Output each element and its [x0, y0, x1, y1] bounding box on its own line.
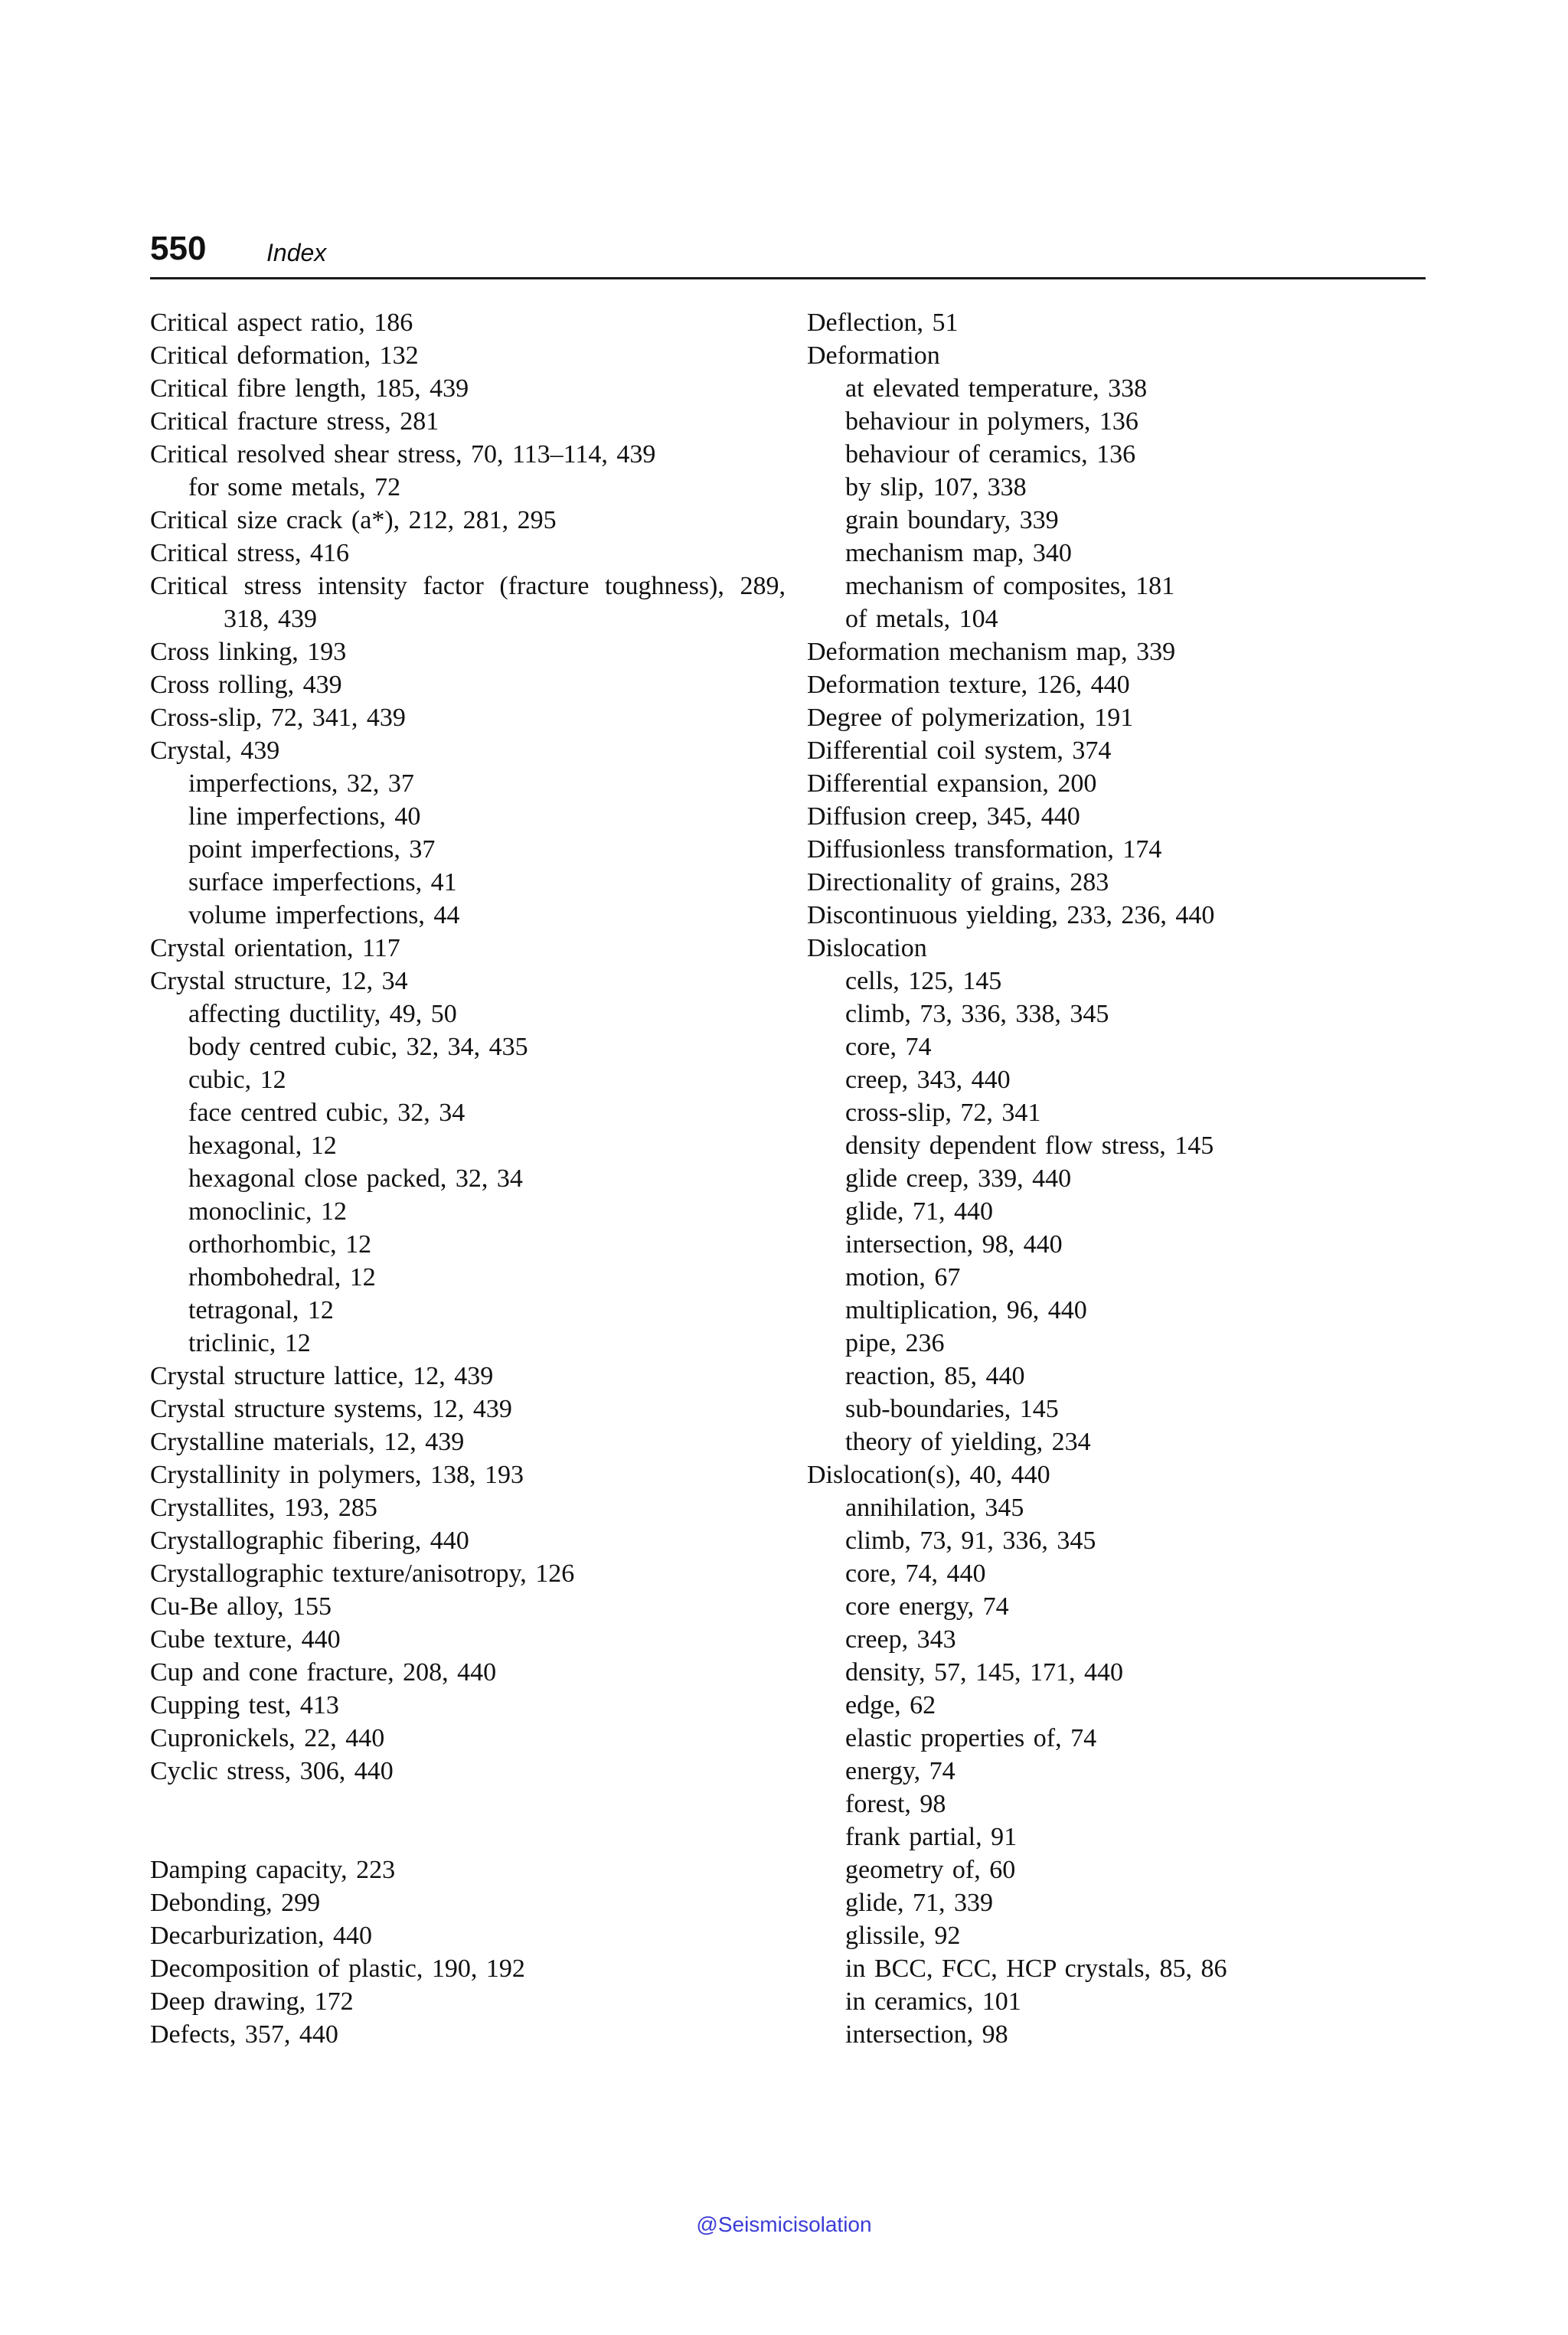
index-subentry: in BCC, FCC, HCP crystals, 85, 86 — [845, 1955, 1227, 1983]
index-subentry: behaviour of ceramics, 136 — [845, 440, 1136, 469]
index-entry: Critical size crack (a*), 212, 281, 295 — [150, 506, 557, 534]
index-subentry: monoclinic, 12 — [188, 1197, 347, 1226]
index-entry: Debonding, 299 — [150, 1889, 321, 1917]
index-entry: Crystalline materials, 12, 439 — [150, 1428, 465, 1456]
index-subentry: in ceramics, 101 — [845, 1987, 1021, 2016]
index-subentry: imperfections, 32, 37 — [188, 769, 414, 798]
index-subentry: rhombohedral, 12 — [188, 1263, 376, 1292]
index-subentry: cells, 125, 145 — [845, 967, 1002, 995]
index-subentry: reaction, 85, 440 — [845, 1362, 1025, 1390]
index-subentry: behaviour in polymers, 136 — [845, 407, 1138, 436]
index-entry: Directionality of grains, 283 — [807, 868, 1109, 896]
index-entry: Cross rolling, 439 — [150, 671, 342, 699]
index-entry: Differential coil system, 374 — [807, 736, 1112, 765]
index-subentry: triclinic, 12 — [188, 1329, 311, 1357]
index-subentry: grain boundary, 339 — [845, 506, 1059, 534]
index-subentry: body centred cubic, 32, 34, 435 — [188, 1033, 528, 1061]
index-subentry: face centred cubic, 32, 34 — [188, 1099, 466, 1127]
index-subentry: climb, 73, 336, 338, 345 — [845, 1000, 1109, 1028]
index-subentry: hexagonal, 12 — [188, 1132, 337, 1160]
index-subentry: sub-boundaries, 145 — [845, 1395, 1059, 1423]
index-entry: Cupping test, 413 — [150, 1691, 339, 1719]
index-entry: Cube texture, 440 — [150, 1625, 341, 1654]
index-entry: Discontinuous yielding, 233, 236, 440 — [807, 901, 1215, 929]
index-entry: Deflection, 51 — [807, 309, 959, 337]
index-subentry: multiplication, 96, 440 — [845, 1296, 1087, 1324]
index-subentry: line imperfections, 40 — [188, 802, 421, 831]
index-entry: Crystal structure, 12, 34 — [150, 967, 408, 995]
index-entry: Cross-slip, 72, 341, 439 — [150, 704, 406, 732]
index-subentry: surface imperfections, 41 — [188, 868, 457, 896]
index-entry: Cyclic stress, 306, 440 — [150, 1757, 394, 1785]
section-gap — [150, 1788, 786, 1853]
index-entry: Critical fracture stress, 281 — [150, 407, 439, 436]
index-subentry: geometry of, 60 — [845, 1856, 1016, 1884]
index-subentry: tetragonal, 12 — [188, 1296, 334, 1324]
index-column-left — [150, 306, 786, 2051]
index-subentry: theory of yielding, 234 — [845, 1428, 1091, 1456]
index-entry: Decomposition of plastic, 190, 192 — [150, 1955, 525, 1983]
index-subentry: creep, 343, 440 — [845, 1066, 1011, 1094]
index-subentry: core energy, 74 — [845, 1592, 1009, 1621]
index-entry: Critical stress intensity factor (fracture toughness), 289, 318, 439 — [150, 572, 786, 633]
index-entry: Critical stress, 416 — [150, 539, 350, 567]
index-subentry: point imperfections, 37 — [188, 835, 436, 864]
index-subentry: volume imperfections, 44 — [188, 901, 460, 929]
index-subentry: frank partial, 91 — [845, 1823, 1018, 1851]
index-entry: Decarburization, 440 — [150, 1922, 372, 1950]
index-subentry: pipe, 236 — [845, 1329, 945, 1357]
index-entry: Crystallites, 193, 285 — [150, 1494, 377, 1522]
index-entry: Dislocation — [807, 934, 927, 962]
index-subentry: edge, 62 — [845, 1691, 936, 1719]
index-subentry: cubic, 12 — [188, 1066, 286, 1094]
index-subentry: of metals, 104 — [845, 605, 998, 633]
index-subentry: intersection, 98 — [845, 2020, 1008, 2049]
index-subentry: density dependent flow stress, 145 — [845, 1132, 1214, 1160]
index-subentry: hexagonal close packed, 32, 34 — [188, 1164, 523, 1193]
index-entry: Crystallographic texture/anisotropy, 126 — [150, 1559, 575, 1588]
index-entry: Differential expansion, 200 — [807, 769, 1097, 798]
index-subentry: motion, 67 — [845, 1263, 961, 1292]
index-entry: Cup and cone fracture, 208, 440 — [150, 1658, 497, 1687]
index-entry: Crystallographic fibering, 440 — [150, 1527, 469, 1555]
index-entry: Dislocation(s), 40, 440 — [807, 1461, 1050, 1489]
index-entry: Degree of polymerization, 191 — [807, 704, 1134, 732]
index-subentry: by slip, 107, 338 — [845, 473, 1027, 501]
index-entry: Crystal structure lattice, 12, 439 — [150, 1362, 494, 1390]
index-subentry: core, 74 — [845, 1033, 932, 1061]
index-subentry: affecting ductility, 49, 50 — [188, 1000, 457, 1028]
index-subentry: annihilation, 345 — [845, 1494, 1024, 1522]
index-column-right — [807, 306, 1427, 2051]
index-entry: Deformation mechanism map, 339 — [807, 638, 1176, 666]
index-entry: Diffusionless transformation, 174 — [807, 835, 1162, 864]
index-subentry: glide, 71, 339 — [845, 1889, 993, 1917]
index-subentry: density, 57, 145, 171, 440 — [845, 1658, 1124, 1687]
index-subentry: elastic properties of, 74 — [845, 1724, 1097, 1752]
index-entry: Cu-Be alloy, 155 — [150, 1592, 332, 1621]
index-entry: Defects, 357, 440 — [150, 2020, 338, 2049]
index-entry: Deep drawing, 172 — [150, 1987, 354, 2016]
index-subentry: orthorhombic, 12 — [188, 1230, 372, 1259]
watermark: @Seismicisolation — [696, 2213, 872, 2236]
index-entry: Damping capacity, 223 — [150, 1856, 396, 1884]
index-entry: Crystal structure systems, 12, 439 — [150, 1395, 512, 1423]
index-subentry: creep, 343 — [845, 1625, 956, 1654]
running-head: Index — [266, 239, 327, 266]
index-entry: Cross linking, 193 — [150, 638, 347, 666]
index-subentry: glissile, 92 — [845, 1922, 961, 1950]
index-subentry: glide creep, 339, 440 — [845, 1164, 1072, 1193]
index-subentry: climb, 73, 91, 336, 345 — [845, 1527, 1096, 1555]
index-subentry: for some metals, 72 — [188, 473, 401, 501]
index-entry: Deformation texture, 126, 440 — [807, 671, 1130, 699]
index-subentry: glide, 71, 440 — [845, 1197, 993, 1226]
index-subentry: core, 74, 440 — [845, 1559, 986, 1588]
index-subentry: intersection, 98, 440 — [845, 1230, 1063, 1259]
index-subentry: energy, 74 — [845, 1757, 956, 1785]
index-entry: Cupronickels, 22, 440 — [150, 1724, 385, 1752]
index-entry: Critical fibre length, 185, 439 — [150, 374, 469, 403]
index-entry: Critical deformation, 132 — [150, 341, 419, 370]
index-entry: Crystal orientation, 117 — [150, 934, 400, 962]
index-entry: Critical resolved shear stress, 70, 113–114, 439 — [150, 440, 656, 469]
index-subentry: forest, 98 — [845, 1790, 946, 1818]
index-subentry: cross-slip, 72, 341 — [845, 1099, 1041, 1127]
index-entry: Crystal, 439 — [150, 736, 280, 765]
index-entry: Diffusion creep, 345, 440 — [807, 802, 1080, 831]
index-entry: Critical aspect ratio, 186 — [150, 309, 413, 337]
index-subentry: mechanism of composites, 181 — [845, 572, 1175, 600]
index-subentry: at elevated temperature, 338 — [845, 374, 1148, 403]
index-entry: Crystallinity in polymers, 138, 193 — [150, 1461, 524, 1489]
index-subentry: mechanism map, 340 — [845, 539, 1072, 567]
page-header — [150, 227, 1426, 279]
page-number: 550 — [150, 230, 207, 267]
index-entry: Deformation — [807, 341, 940, 370]
